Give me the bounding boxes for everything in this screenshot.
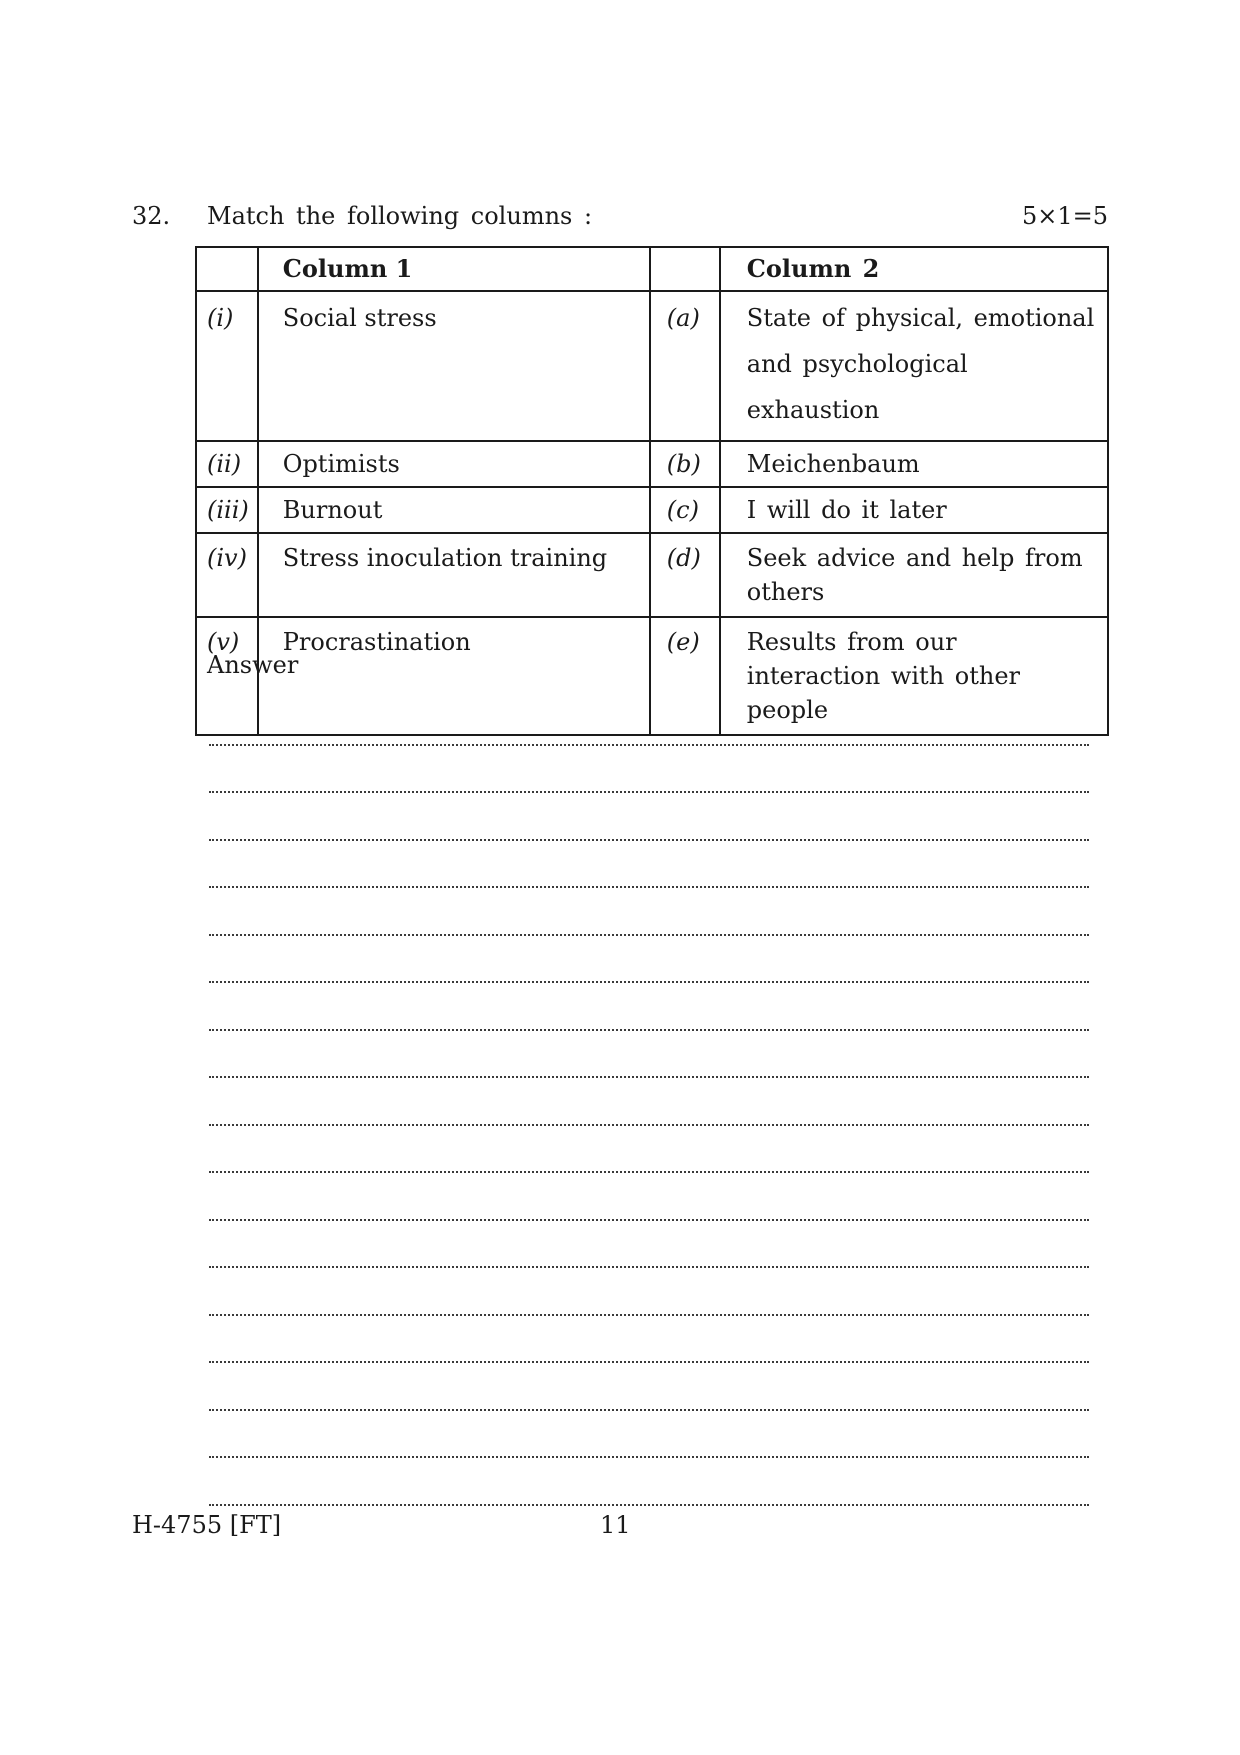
column-2-item: State of physical, emotional and psychological exhaustion: [720, 291, 1108, 441]
column-1-item: Procrastination: [258, 617, 650, 735]
page-number: 11: [600, 1511, 631, 1539]
answer-line[interactable]: [209, 1031, 1089, 1079]
answer-line[interactable]: [209, 983, 1089, 1031]
answer-line[interactable]: [209, 793, 1089, 841]
column-1-item: Social stress: [258, 291, 650, 441]
row-letter: (e): [650, 617, 720, 735]
column-1-item: Burnout: [258, 487, 650, 533]
answer-lines: [209, 698, 1089, 1506]
answer-line[interactable]: [209, 841, 1089, 889]
row-letter: (c): [650, 487, 720, 533]
row-number: (iii): [196, 487, 258, 533]
header-blank-cell: [196, 247, 258, 291]
match-table: [195, 246, 1109, 736]
table-header-row: [196, 247, 1108, 291]
row-letter: (d): [650, 533, 720, 617]
answer-line[interactable]: [209, 1173, 1089, 1221]
answer-line[interactable]: [209, 888, 1089, 936]
answer-line[interactable]: [209, 1363, 1089, 1411]
answer-line[interactable]: [209, 698, 1089, 746]
answer-line[interactable]: [209, 1316, 1089, 1364]
table-row: [196, 487, 1108, 533]
row-letter: (b): [650, 441, 720, 487]
column-2-item: Meichenbaum: [720, 441, 1108, 487]
question-text: Match the following columns :: [207, 202, 593, 230]
row-number: (iv): [196, 533, 258, 617]
answer-line[interactable]: [209, 1126, 1089, 1174]
row-number: (i): [196, 291, 258, 441]
question-marks: 5×1=5: [1021, 202, 1108, 230]
answer-line[interactable]: [209, 1268, 1089, 1316]
answer-line[interactable]: [209, 746, 1089, 794]
table-row: [196, 441, 1108, 487]
row-number: (ii): [196, 441, 258, 487]
column-2-item: Results from our interaction with other people: [720, 617, 1108, 735]
question-number: 32.: [132, 202, 171, 230]
paper-code: H-4755 [FT]: [132, 1511, 282, 1539]
column-1-header: Column 1: [258, 247, 650, 291]
table-row: [196, 291, 1108, 441]
answer-line[interactable]: [209, 936, 1089, 984]
column-2-item: Seek advice and help from others: [720, 533, 1108, 617]
column-2-header: Column 2: [720, 247, 1108, 291]
table-row: [196, 533, 1108, 617]
header-blank-cell: [650, 247, 720, 291]
answer-line[interactable]: [209, 1221, 1089, 1269]
answer-line[interactable]: [209, 1411, 1089, 1459]
column-1-item: Optimists: [258, 441, 650, 487]
row-letter: (a): [650, 291, 720, 441]
answer-label: Answer: [207, 651, 299, 679]
row-number: (v): [196, 617, 258, 735]
column-1-item: Stress inoculation training: [258, 533, 650, 617]
answer-line[interactable]: [209, 1458, 1089, 1506]
column-2-item: I will do it later: [720, 487, 1108, 533]
answer-line[interactable]: [209, 1078, 1089, 1126]
